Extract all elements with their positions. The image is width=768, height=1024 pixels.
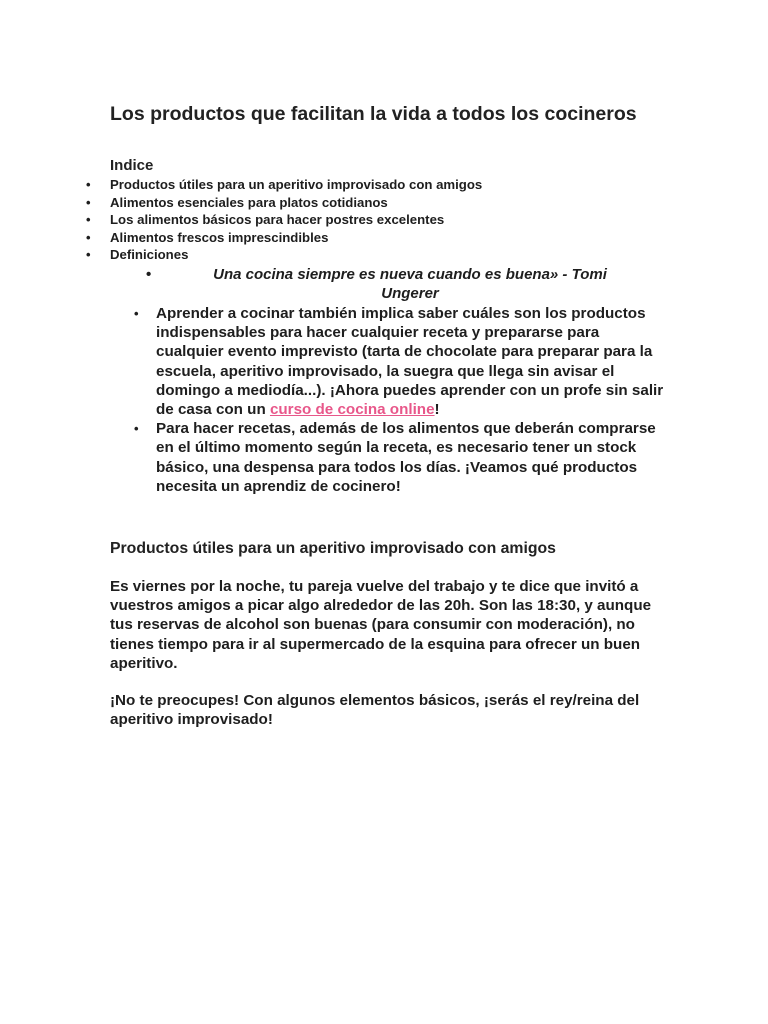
toc-item: • Alimentos esenciales para platos cotidianos [110,194,482,212]
intro-bullet-2: • Para hacer recetas, además de los alimentos que deberán comprarse en el último momento según la receta, es necesario tener un stock básico, una despensa para todos los días. ¡Veamos qué productos necesita un aprendiz de cocinero! [156,419,666,496]
section-paragraph-2: ¡No te preocupes! Con algunos elementos básicos, ¡serás el rey/reina del aperitivo improvisado! [110,692,640,729]
quote [150,265,670,303]
bullet-end: ! [434,401,440,419]
quote-line-1: Una cocina siempre es nueva cuando es buena» - Tomi [213,266,607,283]
toc-item: • Productos útiles para un aperitivo improvisado con amigos [110,176,482,194]
table-of-contents [110,176,482,264]
section-paragraph-1: Es viernes por la noche, tu pareja vuelve del trabajo y te dice que invitó a vuestros amigos a picar algo alrededor de las 20h. Son las 18:30, y aunque tus reservas de alcohol son buenas (para consumir con moderación), no tienes tiempo para ir al supermercado de la esquina para ofrecer un buen aperitivo. [110,578,652,672]
intro-bullets [156,304,666,496]
section-heading: Productos útiles para un aperitivo improvisado con amigos [110,540,556,557]
bullet-text: Aprender a cocinar también implica saber cuáles son los productos indispensables para hacer cualquier receta y prepararse para cualquier evento imprevisto (tarta de chocolate para preparar para la escuela, aperitivo improvisado, la suegra que llega sin avisar el domingo a mediodía...). ¡Ahora puedes aprender con un profe sin salir de casa con un [156,305,664,419]
quote-line-2: Ungerer [381,285,439,302]
toc-item: • Definiciones [110,246,482,264]
cooking-course-link[interactable]: curso de cocina online [269,401,435,419]
toc-item: • Los alimentos básicos para hacer postres excelentes [110,211,482,229]
toc-item: • Alimentos frescos imprescindibles [110,229,482,247]
page-title: Los productos que facilitan la vida a todos los cocineros [110,103,637,125]
intro-bullet-1 [156,304,666,419]
index-heading: Indice [110,157,154,174]
